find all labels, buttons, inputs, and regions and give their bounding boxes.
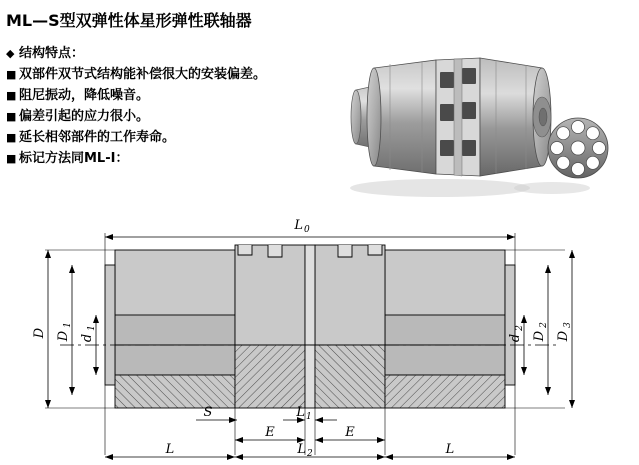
dim-label-gap: S: [203, 405, 213, 420]
list-item-label: 偏差引起的应力很小。: [19, 109, 150, 124]
left-claw-profile: [235, 245, 305, 345]
left-hub-face: [367, 68, 381, 166]
dim-right-diameters: [521, 250, 575, 408]
right-bore-profile: [385, 315, 505, 345]
right-bore-lower: [385, 345, 505, 375]
square-bullet-icon: ■: [6, 68, 17, 81]
list-item: [6, 65, 336, 85]
right-claw-hatch: [315, 345, 385, 408]
dim-label-shaft-diameter-left: d: [80, 333, 95, 343]
claw-slot: [440, 104, 454, 121]
list-item-label: 标记方法同ML-Ⅰ：: [19, 151, 129, 166]
dim-gap: [196, 417, 237, 423]
dim-label-overall-length: L: [294, 218, 303, 233]
list-item: [6, 107, 336, 127]
list-item: [6, 149, 336, 169]
square-bullet-icon: ■: [6, 110, 17, 123]
feature-list: [6, 44, 336, 170]
left-hub: [374, 60, 436, 174]
dim-label-outer-diameter-left: D: [32, 327, 47, 339]
right-bore-inner: [539, 108, 547, 126]
claw-slot: [462, 140, 476, 156]
square-bullet-icon: ■: [6, 131, 17, 144]
dim-label-overall-length-sub: 0: [304, 225, 310, 235]
dim-label-bore-diameter-left: D: [56, 330, 71, 342]
star-spider-element-3d: [548, 118, 608, 178]
left-end-step: [105, 265, 115, 385]
right-end-step: [505, 265, 515, 385]
left-bore-lower: [115, 345, 235, 375]
dim-label-bore-diameter-left-sub: 1: [63, 322, 73, 328]
dim-overall-length: [105, 234, 515, 240]
dim-label-inner-length: L: [296, 405, 305, 420]
right-claw-profile: [315, 245, 385, 345]
left-hub-hatch: [115, 375, 235, 408]
square-bullet-icon: ■: [6, 152, 17, 165]
dim-label-inner-length-sub: 1: [306, 412, 312, 422]
claw-slot: [462, 68, 476, 84]
dim-label-hub-right: E: [345, 425, 355, 440]
technical-drawing: [0, 205, 639, 465]
left-claw-hatch: [235, 345, 305, 408]
dim-label-middle-length-sub: 2: [307, 449, 313, 459]
claw-slot: [462, 102, 476, 119]
list-item-label: 阻尼振动，降低噪音。: [19, 88, 150, 103]
claw-slot: [440, 140, 454, 156]
dim-label-bore-diameter-right: D: [532, 330, 547, 342]
dim-label-outer-diameter-right: D: [556, 330, 571, 342]
dim-label-bore-diameter-right-sub: 2: [539, 322, 549, 328]
claw-slot: [440, 72, 454, 88]
center-gap-lower: [305, 345, 315, 408]
shadow-ellipse: [350, 179, 530, 197]
list-item: [6, 128, 336, 148]
dim-label-shaft-diameter-right-sub: 2: [515, 325, 525, 331]
page-title: ML—S型双弹性体星形弹性联轴器: [6, 11, 252, 30]
center-band: [454, 59, 462, 176]
shadow-ellipse: [514, 182, 590, 194]
dim-label-hub-left: E: [265, 425, 275, 440]
feature-heading: [6, 44, 336, 64]
dim-label-shaft-diameter-right: d: [508, 333, 523, 343]
dim-label-shaft-diameter-left-sub: 1: [87, 325, 97, 331]
feature-heading-label: 结构特点：: [19, 46, 85, 61]
right-hub-hatch: [385, 375, 505, 408]
list-item-label: 延长相邻部件的工作寿命。: [19, 130, 176, 145]
list-item-label: 双部件双节式结构能补偿很大的安装偏差。: [19, 67, 267, 82]
list-item: [6, 86, 336, 106]
left-bore-profile: [115, 315, 235, 345]
diamond-bullet-icon: ◆: [6, 47, 15, 60]
dim-label-outer-diameter-right-sub: 3: [563, 322, 573, 328]
square-bullet-icon: ■: [6, 89, 17, 102]
dim-label-length-left: L: [165, 442, 175, 457]
left-shaft-face: [351, 90, 361, 144]
center-gap-profile: [305, 245, 315, 345]
coupling-assembly-3d: [351, 58, 551, 176]
product-render: [330, 28, 630, 203]
dim-label-middle-length: L: [297, 442, 306, 457]
dim-label-length-right: L: [445, 442, 455, 457]
